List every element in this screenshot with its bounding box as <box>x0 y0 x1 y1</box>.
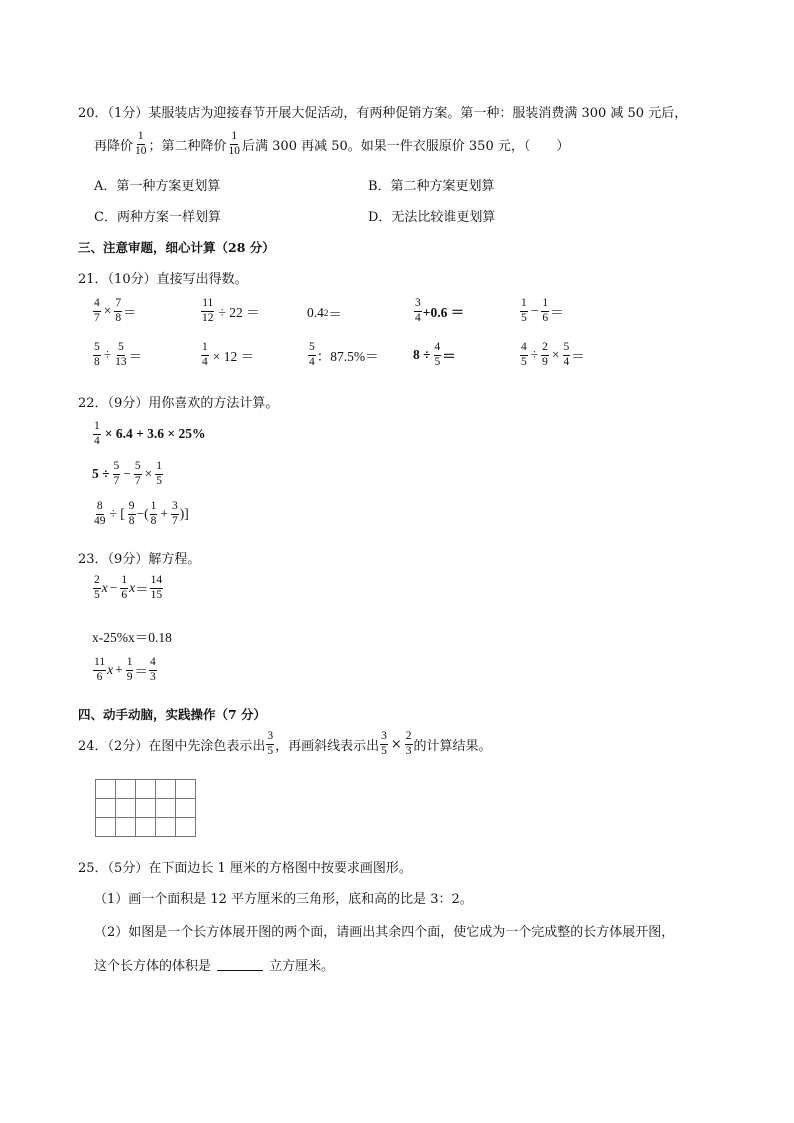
q22-expr-3 <box>92 501 189 527</box>
text-segment: ＝ <box>135 582 149 597</box>
fraction <box>93 501 107 527</box>
text-segment: ÷ 22 ＝ <box>218 305 260 320</box>
fraction <box>93 298 101 324</box>
q22-expr-2 <box>92 461 164 487</box>
numerator: 1 <box>93 421 101 435</box>
section4-title: 四、动手动脑，实践操作（7 分） <box>78 707 267 722</box>
fraction <box>134 131 148 157</box>
text-segment: − <box>530 303 539 318</box>
denominator: 49 <box>94 514 106 527</box>
q20-number: 20． <box>78 106 108 121</box>
grid-cell[interactable] <box>176 818 196 837</box>
denominator: 6 <box>96 670 103 683</box>
denominator: 12 <box>202 311 214 324</box>
fraction <box>308 342 316 368</box>
fraction <box>405 731 413 757</box>
numerator: 5 <box>563 342 571 356</box>
text-segment: ＝ <box>571 349 585 364</box>
q23-header: 23．（9分）解方程。 <box>78 552 201 567</box>
fraction <box>541 298 549 324</box>
fraction <box>201 342 209 368</box>
answer-blank[interactable] <box>217 958 263 971</box>
numerator: 3 <box>414 298 422 312</box>
q20-option-d[interactable]: D．无法比较谁更划算 <box>368 210 496 225</box>
numerator: 1 <box>120 575 128 589</box>
denominator: 4 <box>563 355 570 368</box>
grid-cell[interactable] <box>136 818 156 837</box>
fraction <box>380 731 388 757</box>
numerator: 1 <box>126 657 134 671</box>
text-segment: + <box>115 662 123 677</box>
q25-part-2: （2）如图是一个长方体展开图的两个面，请画出其余四个面，使它成为一个完成整的长方体展开图， <box>94 925 675 940</box>
grid-cell[interactable] <box>156 780 176 799</box>
text-segment: 2 <box>323 308 329 318</box>
text-segment: ÷ <box>103 347 112 362</box>
text-segment: × <box>390 736 402 752</box>
q23-eq-2: x-25%x＝0.18 <box>92 630 172 645</box>
q25-part-1: （1）画一个面积是 12 平方厘米的三角形，底和高的比是 3：2。 <box>94 892 473 907</box>
denominator: 9 <box>542 355 548 368</box>
text-segment: ＝ <box>123 305 137 320</box>
denominator: 3 <box>405 744 412 757</box>
denominator: 15 <box>150 588 163 601</box>
fraction <box>149 657 157 683</box>
text-segment: × <box>144 466 153 481</box>
q21-item-d <box>413 298 464 324</box>
q21-item-c <box>307 303 342 323</box>
q20-option-c[interactable]: C．两种方案一样划算 <box>94 210 221 225</box>
denominator: 8 <box>115 311 122 324</box>
numerator: 11 <box>93 657 106 671</box>
grid-cell[interactable] <box>156 818 176 837</box>
numerator: 1 <box>230 131 238 145</box>
text-segment: 这个长方体的体积是 <box>94 959 212 974</box>
fraction <box>201 298 215 324</box>
text-segment: 的计算结果。 <box>413 738 492 754</box>
grid-cell[interactable] <box>176 780 196 799</box>
numerator: 3 <box>380 731 388 745</box>
numerator: 3 <box>171 501 179 515</box>
denominator: 5 <box>521 311 527 324</box>
text-segment: − <box>123 466 131 481</box>
text-segment: × 6.4 + 3.6 × 25% <box>104 426 206 441</box>
q20-line2-c: 后满 300 再减 50。如果一件衣服原价 350 元，（ ） <box>242 138 570 154</box>
numerator: 2 <box>405 731 413 745</box>
denominator: 4 <box>415 311 421 324</box>
q20-option-a[interactable]: A．第一种方案更划算 <box>94 179 221 194</box>
denominator: 8 <box>128 514 135 527</box>
q25-header: 25．（5分）在下面边长 1 厘米的方格图中按要求画图形。 <box>78 861 412 876</box>
fraction <box>414 298 422 324</box>
text-segment: )] <box>179 506 189 521</box>
text-segment: x <box>101 580 108 595</box>
q21-item-f <box>92 342 142 368</box>
denominator: 8 <box>150 514 157 527</box>
grid-cell[interactable] <box>176 799 196 818</box>
text-segment: ÷ <box>530 347 539 362</box>
fraction <box>155 461 163 487</box>
text-segment: ＝ <box>134 664 148 679</box>
fraction <box>93 657 106 683</box>
q20-line2-b: ；第二种降价 <box>148 138 227 154</box>
text-segment: +0.6 ＝ <box>422 305 465 320</box>
text-segment: x <box>129 580 136 595</box>
q20-line2 <box>94 131 569 157</box>
text-segment: −( <box>136 506 149 521</box>
denominator: 7 <box>134 474 141 487</box>
denominator: 4 <box>309 355 315 368</box>
q24-line <box>78 731 492 757</box>
fraction <box>128 501 136 527</box>
q20-line2-a: 再降价 <box>94 138 134 154</box>
fraction <box>434 342 442 368</box>
denominator: 3 <box>149 670 156 683</box>
fraction <box>126 657 134 683</box>
fraction <box>563 342 571 368</box>
numerator: 1 <box>137 131 145 145</box>
numerator: 14 <box>150 575 164 589</box>
fraction <box>520 342 528 368</box>
grid-cell[interactable] <box>116 818 136 837</box>
text-segment: ：87.5%＝ <box>316 349 379 364</box>
numerator: 5 <box>93 342 101 356</box>
q20-line1 <box>78 102 687 121</box>
q21-item-i <box>413 342 456 368</box>
numerator: 3 <box>266 731 274 745</box>
denominator: 6 <box>121 588 128 601</box>
text-segment: × 12 ＝ <box>212 349 255 364</box>
text-segment: ，再画斜线表示出 <box>275 738 380 754</box>
denominator: 8 <box>94 355 100 368</box>
text-segment: ＝ <box>128 349 143 364</box>
q21-item-g <box>200 342 254 368</box>
text-segment: 立方厘米。 <box>269 959 335 974</box>
fraction <box>93 575 101 601</box>
fraction <box>114 342 128 368</box>
denominator: 6 <box>542 311 549 324</box>
text-segment: 8 ÷ <box>413 347 431 362</box>
denominator: 7 <box>172 514 178 527</box>
text-segment: 5 ÷ <box>92 466 110 481</box>
q20-points: （1分） <box>107 106 149 121</box>
denominator: 5 <box>94 588 100 601</box>
text-segment: ＝ <box>328 307 342 322</box>
numerator: 5 <box>308 342 316 356</box>
fraction <box>120 575 128 601</box>
fraction <box>114 298 122 324</box>
q23-eq-1 <box>92 575 164 601</box>
numerator: 2 <box>93 575 101 589</box>
q21-item-j <box>519 342 585 368</box>
denominator: 5 <box>267 744 274 757</box>
fraction <box>134 461 142 487</box>
q21-item-b <box>200 298 260 324</box>
fraction <box>171 501 179 527</box>
denominator: 7 <box>113 474 120 487</box>
numerator: 5 <box>113 461 121 475</box>
numerator: 8 <box>96 501 104 515</box>
numerator: 5 <box>134 461 142 475</box>
grid-cell[interactable] <box>116 780 136 799</box>
fraction <box>93 342 101 368</box>
numerator: 1 <box>520 298 528 312</box>
fraction <box>520 298 528 324</box>
text-segment: x <box>107 662 114 677</box>
numerator: 7 <box>114 298 122 312</box>
q23-eq-3 <box>92 657 158 683</box>
numerator: 4 <box>149 657 157 671</box>
numerator: 4 <box>434 342 442 356</box>
text-segment: × <box>103 303 112 318</box>
denominator: 5 <box>156 474 163 487</box>
q22-header: 22．（9分）用你喜欢的方法计算。 <box>78 396 279 411</box>
numerator: 4 <box>520 342 528 356</box>
denominator: 4 <box>94 434 100 447</box>
text-segment: ÷ [ <box>109 506 125 521</box>
text-segment: − <box>109 580 118 595</box>
numerator: 1 <box>541 298 549 312</box>
text-segment: ＝ <box>550 305 564 320</box>
denominator: 5 <box>521 355 527 368</box>
fraction <box>541 342 549 368</box>
q20-option-b[interactable]: B．第二种方案更划算 <box>368 179 495 194</box>
grid-cell[interactable] <box>96 818 116 837</box>
numerator: 4 <box>93 298 101 312</box>
fraction <box>228 131 242 157</box>
grid-cell[interactable] <box>136 799 156 818</box>
denominator: 10 <box>228 144 241 157</box>
grid-cell[interactable] <box>116 799 136 818</box>
numerator: 2 <box>541 342 549 356</box>
fraction <box>113 461 121 487</box>
q21-item-h <box>307 342 379 368</box>
q25-part-3 <box>94 955 334 974</box>
denominator: 9 <box>126 670 133 683</box>
numerator: 9 <box>128 501 136 515</box>
fraction <box>150 501 158 527</box>
text-segment: + <box>160 506 169 521</box>
grid-cell[interactable] <box>136 780 156 799</box>
numerator: 5 <box>117 342 125 356</box>
denominator: 10 <box>135 144 147 157</box>
q24-grid[interactable] <box>95 779 196 837</box>
fraction <box>266 731 274 757</box>
text-segment: × <box>551 347 560 362</box>
numerator: 1 <box>201 342 209 356</box>
fraction <box>150 575 164 601</box>
denominator: 5 <box>381 744 387 757</box>
text-segment: 24．（2分）在图中先涂色表示出 <box>78 738 266 754</box>
denominator: 4 <box>202 355 208 368</box>
section3-title: 三、注意审题，细心计算（28 分） <box>78 240 275 255</box>
grid-cell[interactable] <box>96 780 116 799</box>
numerator: 11 <box>201 298 214 312</box>
q21-item-a <box>92 298 137 324</box>
q22-expr-1 <box>92 421 205 447</box>
q20-text1: 某服装店为迎接春节开展大促活动，有两种促销方案。第一种：服装消费满 300 减 50 元后， <box>148 106 688 121</box>
grid-cell[interactable] <box>156 799 176 818</box>
denominator: 5 <box>434 355 441 368</box>
numerator: 1 <box>155 461 163 475</box>
q21-item-e <box>519 298 564 324</box>
text-segment: ＝ <box>442 349 456 364</box>
denominator: 7 <box>94 311 100 324</box>
grid-cell[interactable] <box>96 799 116 818</box>
denominator: 13 <box>115 355 127 368</box>
numerator: 1 <box>150 501 158 515</box>
q21-header: 21．（10分）直接写出得数。 <box>78 272 248 287</box>
fraction <box>93 421 101 447</box>
text-segment: 0.4 <box>307 305 324 320</box>
